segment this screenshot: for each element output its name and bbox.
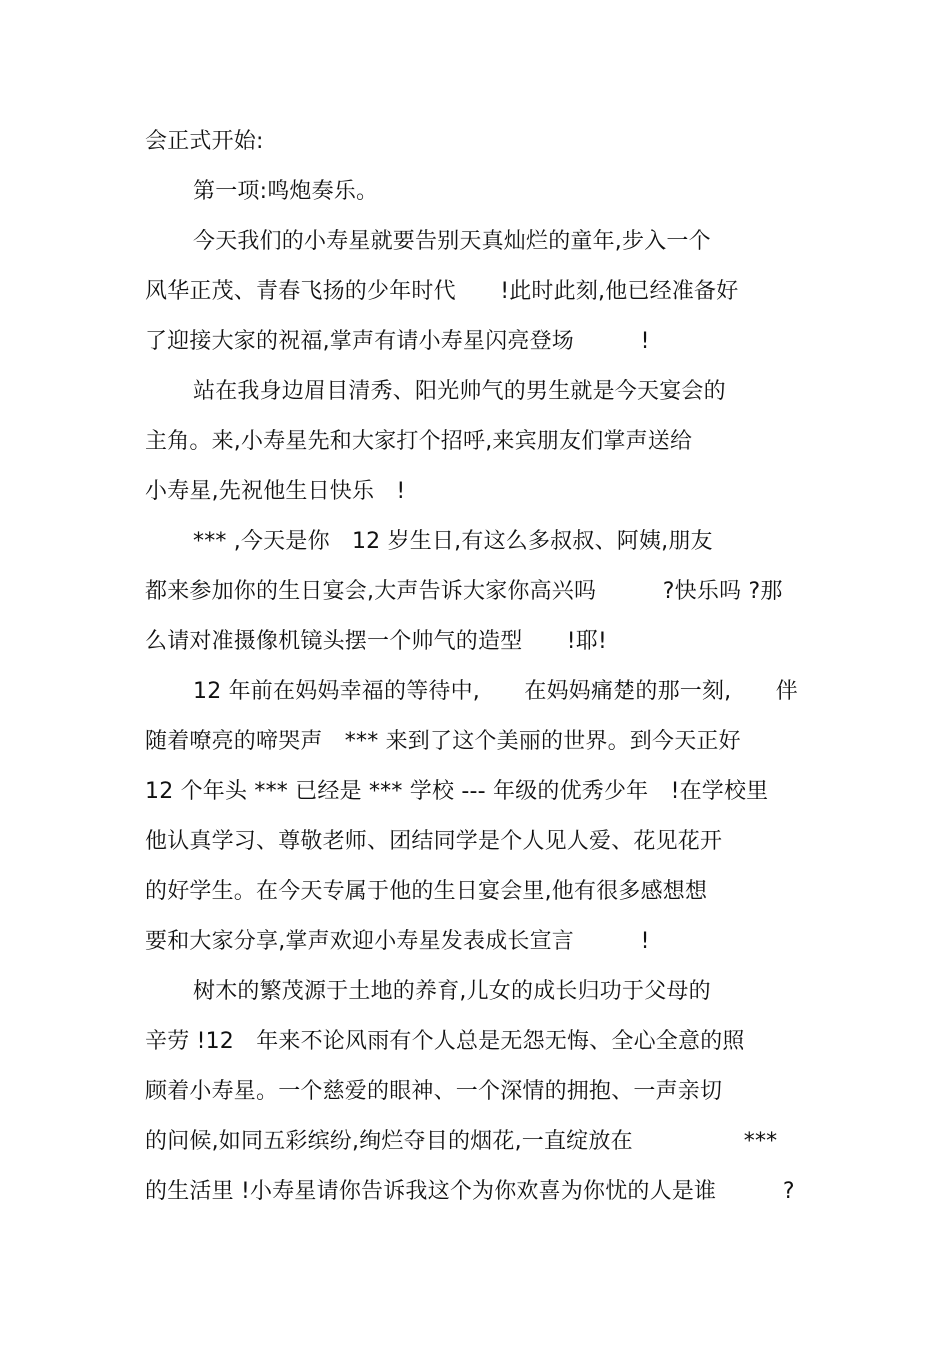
text-line: *** ,今天是你 12 岁生日,有这么多叔叔、阿姨,朋友 [193, 529, 713, 554]
text-line: 风华正茂、青春飞扬的少年时代 !此时此刻,他已经准备好 [145, 279, 739, 304]
text-line: 今天我们的小寿星就要告别天真灿烂的童年,步入一个 [193, 229, 711, 254]
text-line: 他认真学习、尊敬老师、团结同学是个人见人爱、花见花开 [145, 829, 723, 854]
text-line: 辛劳 !12 年来不论风雨有个人总是无怨无悔、全心全意的照 [145, 1029, 745, 1054]
text-line: 顾着小寿星。一个慈爱的眼神、一个深情的拥抱、一声亲切 [145, 1079, 723, 1104]
text-line: 小寿星,先祝他生日快乐 ! [145, 479, 406, 504]
text-line: 树木的繁茂源于土地的养育,儿女的成长归功于父母的 [193, 979, 711, 1004]
text-line: 12 个年头 *** 已经是 *** 学校 --- 年级的优秀少年 !在学校里 [145, 779, 769, 804]
text-line: 要和大家分享,掌声欢迎小寿星发表成长宣言 ! [145, 929, 650, 954]
text-line: 都来参加你的生日宴会,大声告诉大家你高兴吗 ?快乐吗 ?那 [145, 579, 783, 604]
text-line: 主角。来,小寿星先和大家打个招呼,来宾朋友们掌声送给 [145, 429, 693, 454]
text-line: 12 年前在妈妈幸福的等待中, 在妈妈痛楚的那一刻, 伴 [193, 679, 798, 704]
text-line: 么请对准摄像机镜头摆一个帅气的造型 !耶! [145, 629, 608, 654]
text-line: 了迎接大家的祝福,掌声有请小寿星闪亮登场 ! [145, 329, 650, 354]
text-line: 站在我身边眉目清秀、阳光帅气的男生就是今天宴会的 [193, 379, 726, 404]
text-line: 的好学生。在今天专属于他的生日宴会里,他有很多感想想 [145, 879, 708, 904]
text-line: 随着嘹亮的啼哭声 *** 来到了这个美丽的世界。到今天正好 [145, 729, 741, 754]
text-line: 第一项:鸣炮奏乐。 [193, 179, 379, 204]
text-line: 的问候,如同五彩缤纷,绚烂夺目的烟花,一直绽放在 *** [145, 1129, 778, 1154]
text-line: 会正式开始: [145, 129, 264, 154]
text-line: 的生活里 !小寿星请你告诉我这个为你欢喜为你忧的人是谁 ? [145, 1179, 795, 1204]
